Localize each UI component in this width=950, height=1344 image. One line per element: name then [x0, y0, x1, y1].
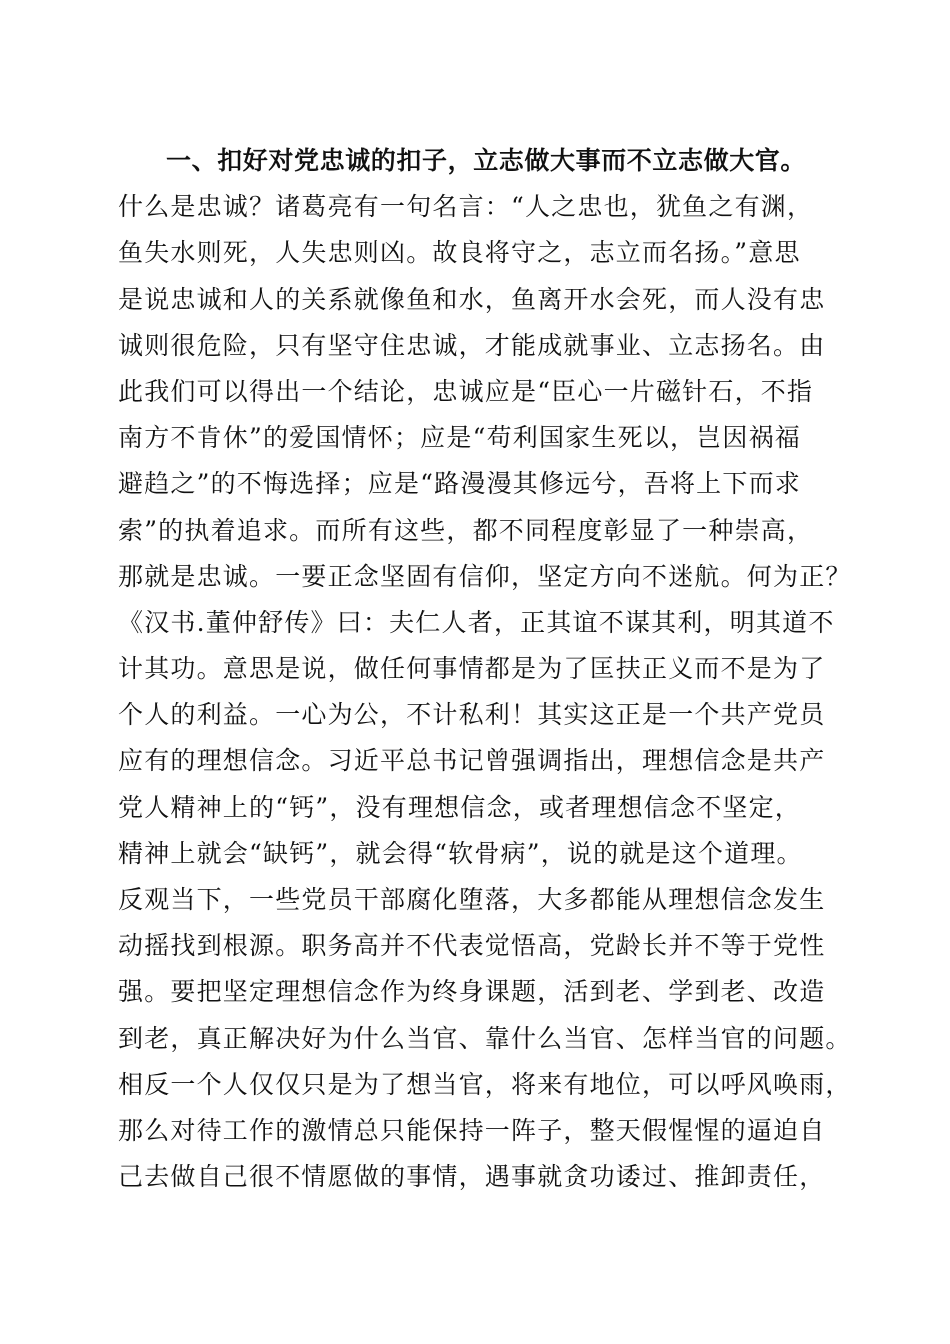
text-line: 精神上就会“缺钙”，就会得“软骨病”，说的就是这个道理。	[118, 838, 803, 868]
text-line: 己去做自己很不情愿做的事情，遇事就贪功诿过、推卸责任，	[118, 1162, 826, 1192]
body-text	[118, 138, 858, 1200]
text-line: 到老，真正解决好为什么当官、靠什么当官、怎样当官的问题。	[118, 1023, 852, 1053]
text-line: 《汉书.董仲舒传》曰：夫仁人者，正其谊不谋其利，明其道不	[118, 607, 835, 637]
text-line: 强。要把坚定理想信念作为终身课题，活到老、学到老、改造	[118, 977, 826, 1007]
text-line: 那么对待工作的激情总只能保持一阵子，整天假惺惺的逼迫自	[118, 1115, 826, 1145]
text-line: 党人精神上的“钙”，没有理想信念，或者理想信念不坚定，	[118, 792, 801, 822]
text-line: 索”的执着追求。而所有这些，都不同程度彰显了一种崇高，	[118, 515, 814, 545]
text-line: 反观当下，一些党员干部腐化堕落，大多都能从理想信念发生	[118, 885, 826, 914]
text-line: 计其功。意思是说，做任何事情都是为了匡扶正义而不是为了	[118, 654, 826, 684]
text-line: 什么是忠诚？诸葛亮有一句名言：“人之忠也，犹鱼之有渊，	[118, 192, 814, 222]
text-line: 个人的利益。一心为公，不计私利！其实这正是一个共产党员	[118, 700, 826, 730]
text-line: 动摇找到根源。职务高并不代表觉悟高，党龄长并不等于党性	[118, 931, 826, 961]
text-line: 此我们可以得出一个结论，忠诚应是“臣心一片磁针石，不指	[118, 376, 814, 406]
section-heading: 一、扣好对党忠诚的扣子，立志做大事而不立志做大官。	[166, 146, 807, 175]
text-line: 应有的理想信念。习近平总书记曾强调指出，理想信念是共产	[118, 746, 826, 776]
text-line: 南方不肯休”的爱国情怀；应是“苟利国家生死以，岂因祸福	[118, 423, 801, 453]
text-line: 避趋之”的不悔选择；应是“路漫漫其修远兮，吾将上下而求	[118, 469, 801, 499]
text-line: 是说忠诚和人的关系就像鱼和水，鱼离开水会死，而人没有忠	[118, 284, 826, 314]
text-line: 鱼失水则死，人失忠则凶。故良将守之，志立而名扬。”意思	[118, 238, 801, 268]
text-line: 诚则很危险，只有坚守住忠诚，才能成就事业、立志扬名。由	[118, 330, 826, 360]
text-line: 那就是忠诚。一要正念坚固有信仰，坚定方向不迷航。何为正？	[118, 561, 852, 591]
text-line: 相反一个人仅仅只是为了想当官，将来有地位，可以呼风唤雨，	[118, 1069, 852, 1099]
